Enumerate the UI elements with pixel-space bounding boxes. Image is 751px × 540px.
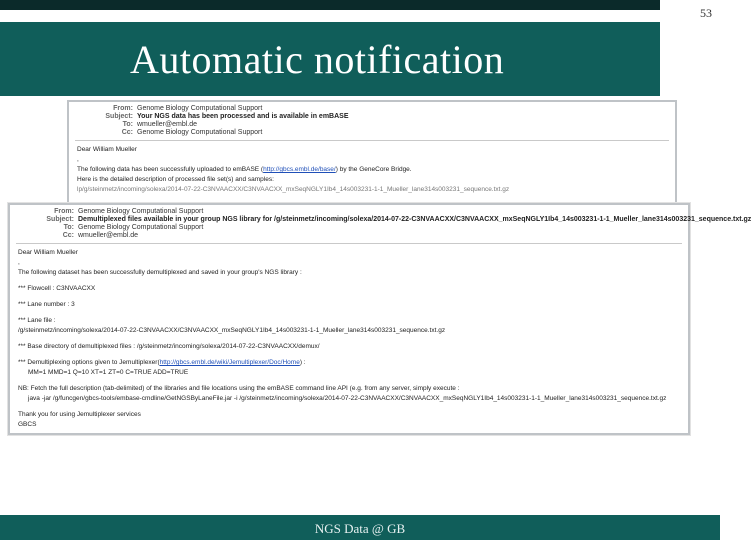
options-text-end: ) : xyxy=(299,359,306,366)
thanks-line: Thank you for using Jemultiplexer services xyxy=(18,411,141,418)
upload-text: The following data has been successfully uploaded to emBASE ( xyxy=(77,166,264,173)
punctuation: , xyxy=(77,156,79,163)
options-line xyxy=(18,358,680,368)
footer-text: NGS Data @ GB xyxy=(314,521,406,536)
to-label: To: xyxy=(63,224,74,231)
truncated-path: lp/g/steinmetz/incoming/solexa/2014-07-22-C3NVAACXX/C3NVAACXX_mxSeqNGLY1Ib4_14s003231-1-1_Mueller_lane314s003231_sequence.txt.gz xyxy=(77,186,510,193)
options-text: *** Demultiplexing options given to Jemultiplexer( xyxy=(18,359,160,366)
subject-label: Subject: xyxy=(105,113,133,120)
slide-number: 53 xyxy=(700,6,712,20)
email-header xyxy=(10,205,751,243)
upload-text-end: ) by the GeneCore Bridge. xyxy=(335,166,412,173)
email-body xyxy=(69,141,675,195)
signature: GBCS xyxy=(18,421,37,428)
subject-value: Your NGS data has been processed and is available in emBASE xyxy=(137,113,349,120)
top-rule xyxy=(0,0,720,10)
cc-label: Cc: xyxy=(62,232,74,239)
greeting: Dear William Mueller xyxy=(18,249,78,256)
cc-value: wmueller@embl.de xyxy=(78,232,139,239)
punctuation: , xyxy=(18,259,20,266)
subject-label: Subject: xyxy=(46,216,74,223)
to-value: wmueller@embl.de xyxy=(137,121,198,128)
note-line-2: java -jar /g/funcgen/gbcs-tools/embase-cmdline/GetNGSByLaneFile.jar -i /g/steinmetz/incoming/solexa/2014-07-22-C3NVAACXX/C3NVAACXX_mxSeqNGLY1Ib4_14s003231-1-1_Mueller_lane314s003231_sequence.txt.gz xyxy=(28,395,667,402)
note-line-1: NB: Fetch the full description (tab-delimited) of the libraries and file locations using the emBASE command line API (e.g. from any server, simply execute : xyxy=(18,385,460,392)
lane-file-path: /g/steinmetz/incoming/solexa/2014-07-22-C3NVAACXX/C3NVAACXX_mxSeqNGLY1Ib4_14s003231-1-1_Mueller_lane314s003231_sequence.txt.gz xyxy=(18,327,446,334)
cc-label: Cc: xyxy=(121,129,133,136)
embase-link[interactable]: http://gbcs.embl.de/base/ xyxy=(263,166,336,173)
cc-value: Genome Biology Computational Support xyxy=(137,129,263,136)
email-screenshot-upload xyxy=(67,100,677,210)
email-body xyxy=(10,244,688,434)
subject-value: Demultiplexed files available in your group NGS library for /g/steinmetz/incoming/solexa/2014-07-22-C3NVAACXX/C3NVAACXX_mxSeqNGLY1Ib4_14s003231-1-1_Mueller_lane314s003231_sequence.txt.gz xyxy=(78,216,751,223)
base-directory-line: *** Base directory of demultiplexed files : /g/steinmetz/incoming/solexa/2014-07-22-C3NVAACXX/demux/ xyxy=(18,343,320,350)
from-value: Genome Biology Computational Support xyxy=(78,208,204,215)
from-label: From: xyxy=(54,208,74,215)
email-header xyxy=(69,102,675,140)
to-label: To: xyxy=(122,121,133,128)
from-label: From: xyxy=(113,105,133,112)
flowcell-line: *** Flowcell : C3NVAACXX xyxy=(18,285,96,292)
lane-line: *** Lane number : 3 xyxy=(18,301,75,308)
greeting: Dear William Mueller xyxy=(77,146,137,153)
upload-line xyxy=(77,165,667,175)
from-value: Genome Biology Computational Support xyxy=(137,105,263,112)
slide-title: Automatic notification xyxy=(130,37,505,82)
intro-line: The following dataset has been successfully demultiplexed and saved in your group's NGS library : xyxy=(18,269,302,276)
description-line: Here is the detailed description of processed file set(s) and samples: xyxy=(77,176,274,183)
options-values: MM=1 MMD=1 Q=10 XT=1 ZT=0 C=TRUE ADD=TRUE xyxy=(28,369,189,376)
jemultiplexer-doc-link[interactable]: http://gbcs.embl.de/wiki/Jemultiplexer/Doc/Home xyxy=(159,359,300,366)
email-screenshot-demultiplex xyxy=(8,203,751,435)
to-value: Genome Biology Computational Support xyxy=(78,224,204,231)
lane-file-label: *** Lane file : xyxy=(18,317,56,324)
